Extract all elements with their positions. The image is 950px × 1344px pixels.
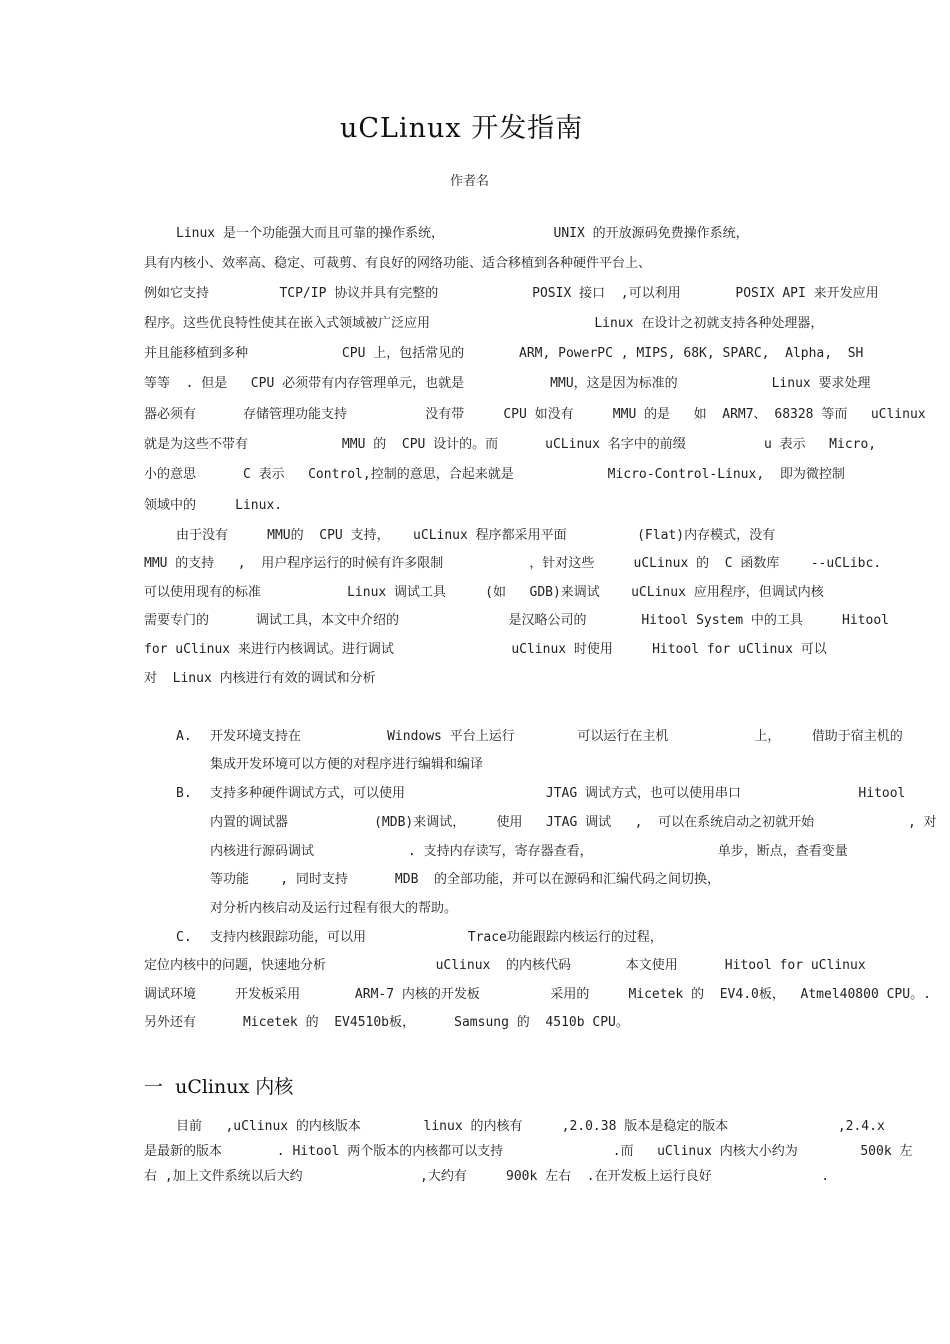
body-line: 需要专门的 调试工具，本文中介绍的 是汉略公司的 Hitool System 中的工具 Hitool [144, 613, 889, 628]
intro-line: 例如它支持 TCP/IP 协议并具有完整的 POSIX 接口 ,可以利用 POSIX API 来开发应用 [144, 286, 879, 301]
list-marker: B. [176, 786, 192, 801]
list-item-line: 支持多种硬件调试方式，可以使用 JTAG 调试方式，也可以使用串口 Hitool [210, 786, 906, 801]
intro-line: 并且能移植到多种 CPU 上，包括常见的 ARM, PowerPC , MIPS, 68K, SPARC, Alpha, SH [144, 346, 864, 361]
body-line: 对 Linux 内核进行有效的调试和分析 [144, 671, 376, 686]
body-line: 可以使用现有的标准 Linux 调试工具 (如 GDB)来调试 uCLinux 应用程序，但调试内核 [144, 585, 824, 600]
section-line: 右 ,加上文件系统以后大约 ,大约有 900k 左右 .在开发板上运行良好 . [144, 1169, 830, 1184]
body-line: MMU 的支持 , 用户程序运行的时候有许多限制 ，针对这些 uCLinux 的 C 函数库 --uCLibc. [144, 556, 882, 571]
list-item-line: 支持内核跟踪功能，可以用 Trace功能跟踪内核运行的过程， [210, 930, 663, 945]
body-line: for uClinux 来进行内核调试。进行调试 uClinux 时使用 Hitool for uClinux 可以 [144, 642, 827, 657]
list-item-line: 内置的调试器 (MDB)来调试， 使用 JTAG 调试 , 可以在系统启动之初就开始 , 对 [210, 815, 937, 830]
intro-line: 器必须有 存储管理功能支持 没有带 CPU 如没有 MMU 的是 如 ARM7、 68328 等而 uClinux [144, 407, 926, 422]
section-line: 是最新的版本 . Hitool 两个版本的内核都可以支持 .而 uClinux 内核大小约为 500k 左 [144, 1144, 913, 1159]
intro-line: 就是为这些不带有 MMU 的 CPU 设计的。而 uCLinux 名字中的前缀 u 表示 Micro, [144, 437, 877, 452]
list-item-line: 等功能 , 同时支持 MDB 的全部功能，并可以在源码和汇编代码之间切换， [210, 872, 721, 887]
author-name: 作者名 [450, 174, 490, 189]
body-line: 调试环境 开发板采用 ARM-7 内核的开发板 采用的 Micetek 的 EV4.0板， Atmel40800 CPU。. [144, 987, 931, 1002]
intro-line: 领域中的 Linux. [144, 498, 283, 513]
section-heading: 一 uClinux 内核 [144, 1076, 294, 1098]
intro-line: 具有内核小、效率高、稳定、可裁剪、有良好的网络功能、适合移植到各种硬件平台上、 [144, 256, 652, 271]
list-item-line: 开发环境支持在 Windows 平台上运行 可以运行在主机 上， 借助于宿主机的 [210, 729, 903, 744]
intro-line: 小的意思 C 表示 Control,控制的意思，合起来就是 Micro-Control-Linux, 即为微控制 [144, 467, 845, 482]
document-title: uCLinux 开发指南 [340, 113, 584, 144]
body-line: 定位内核中的问题，快速地分析 uClinux 的内核代码 本文使用 Hitool for uClinux [144, 958, 866, 973]
list-item-line: 对分析内核启动及运行过程有很大的帮助。 [210, 901, 458, 916]
intro-line: 等等 . 但是 CPU 必须带有内存管理单元，也就是 MMU，这是因为标准的 Linux 要求处理 [144, 376, 871, 391]
list-marker: C. [176, 930, 192, 945]
list-item-line: 集成开发环境可以方便的对程序进行编辑和编译 [210, 757, 484, 772]
list-item-line: 内核进行源码调试 . 支持内存读写，寄存器查看， 单步，断点，查看变量 [210, 844, 848, 859]
intro-line: Linux 是一个功能强大而且可靠的操作系统， UNIX 的开放源码免费操作系统， [176, 226, 749, 241]
body-line: 由于没有 MMU的 CPU 支持， uCLinux 程序都采用平面 (Flat)内存模式，没有 [176, 528, 776, 543]
list-marker: A. [176, 729, 192, 744]
intro-line: 程序。这些优良特性使其在嵌入式领域被广泛应用 Linux 在设计之初就支持各种处理器， [144, 316, 824, 331]
body-line: 另外还有 Micetek 的 EV4510b板， Samsung 的 4510b CPU。 [144, 1015, 629, 1030]
section-line: 目前 ,uClinux 的内核版本 linux 的内核有 ,2.0.38 版本是稳定的版本 ,2.4.x [176, 1119, 885, 1134]
